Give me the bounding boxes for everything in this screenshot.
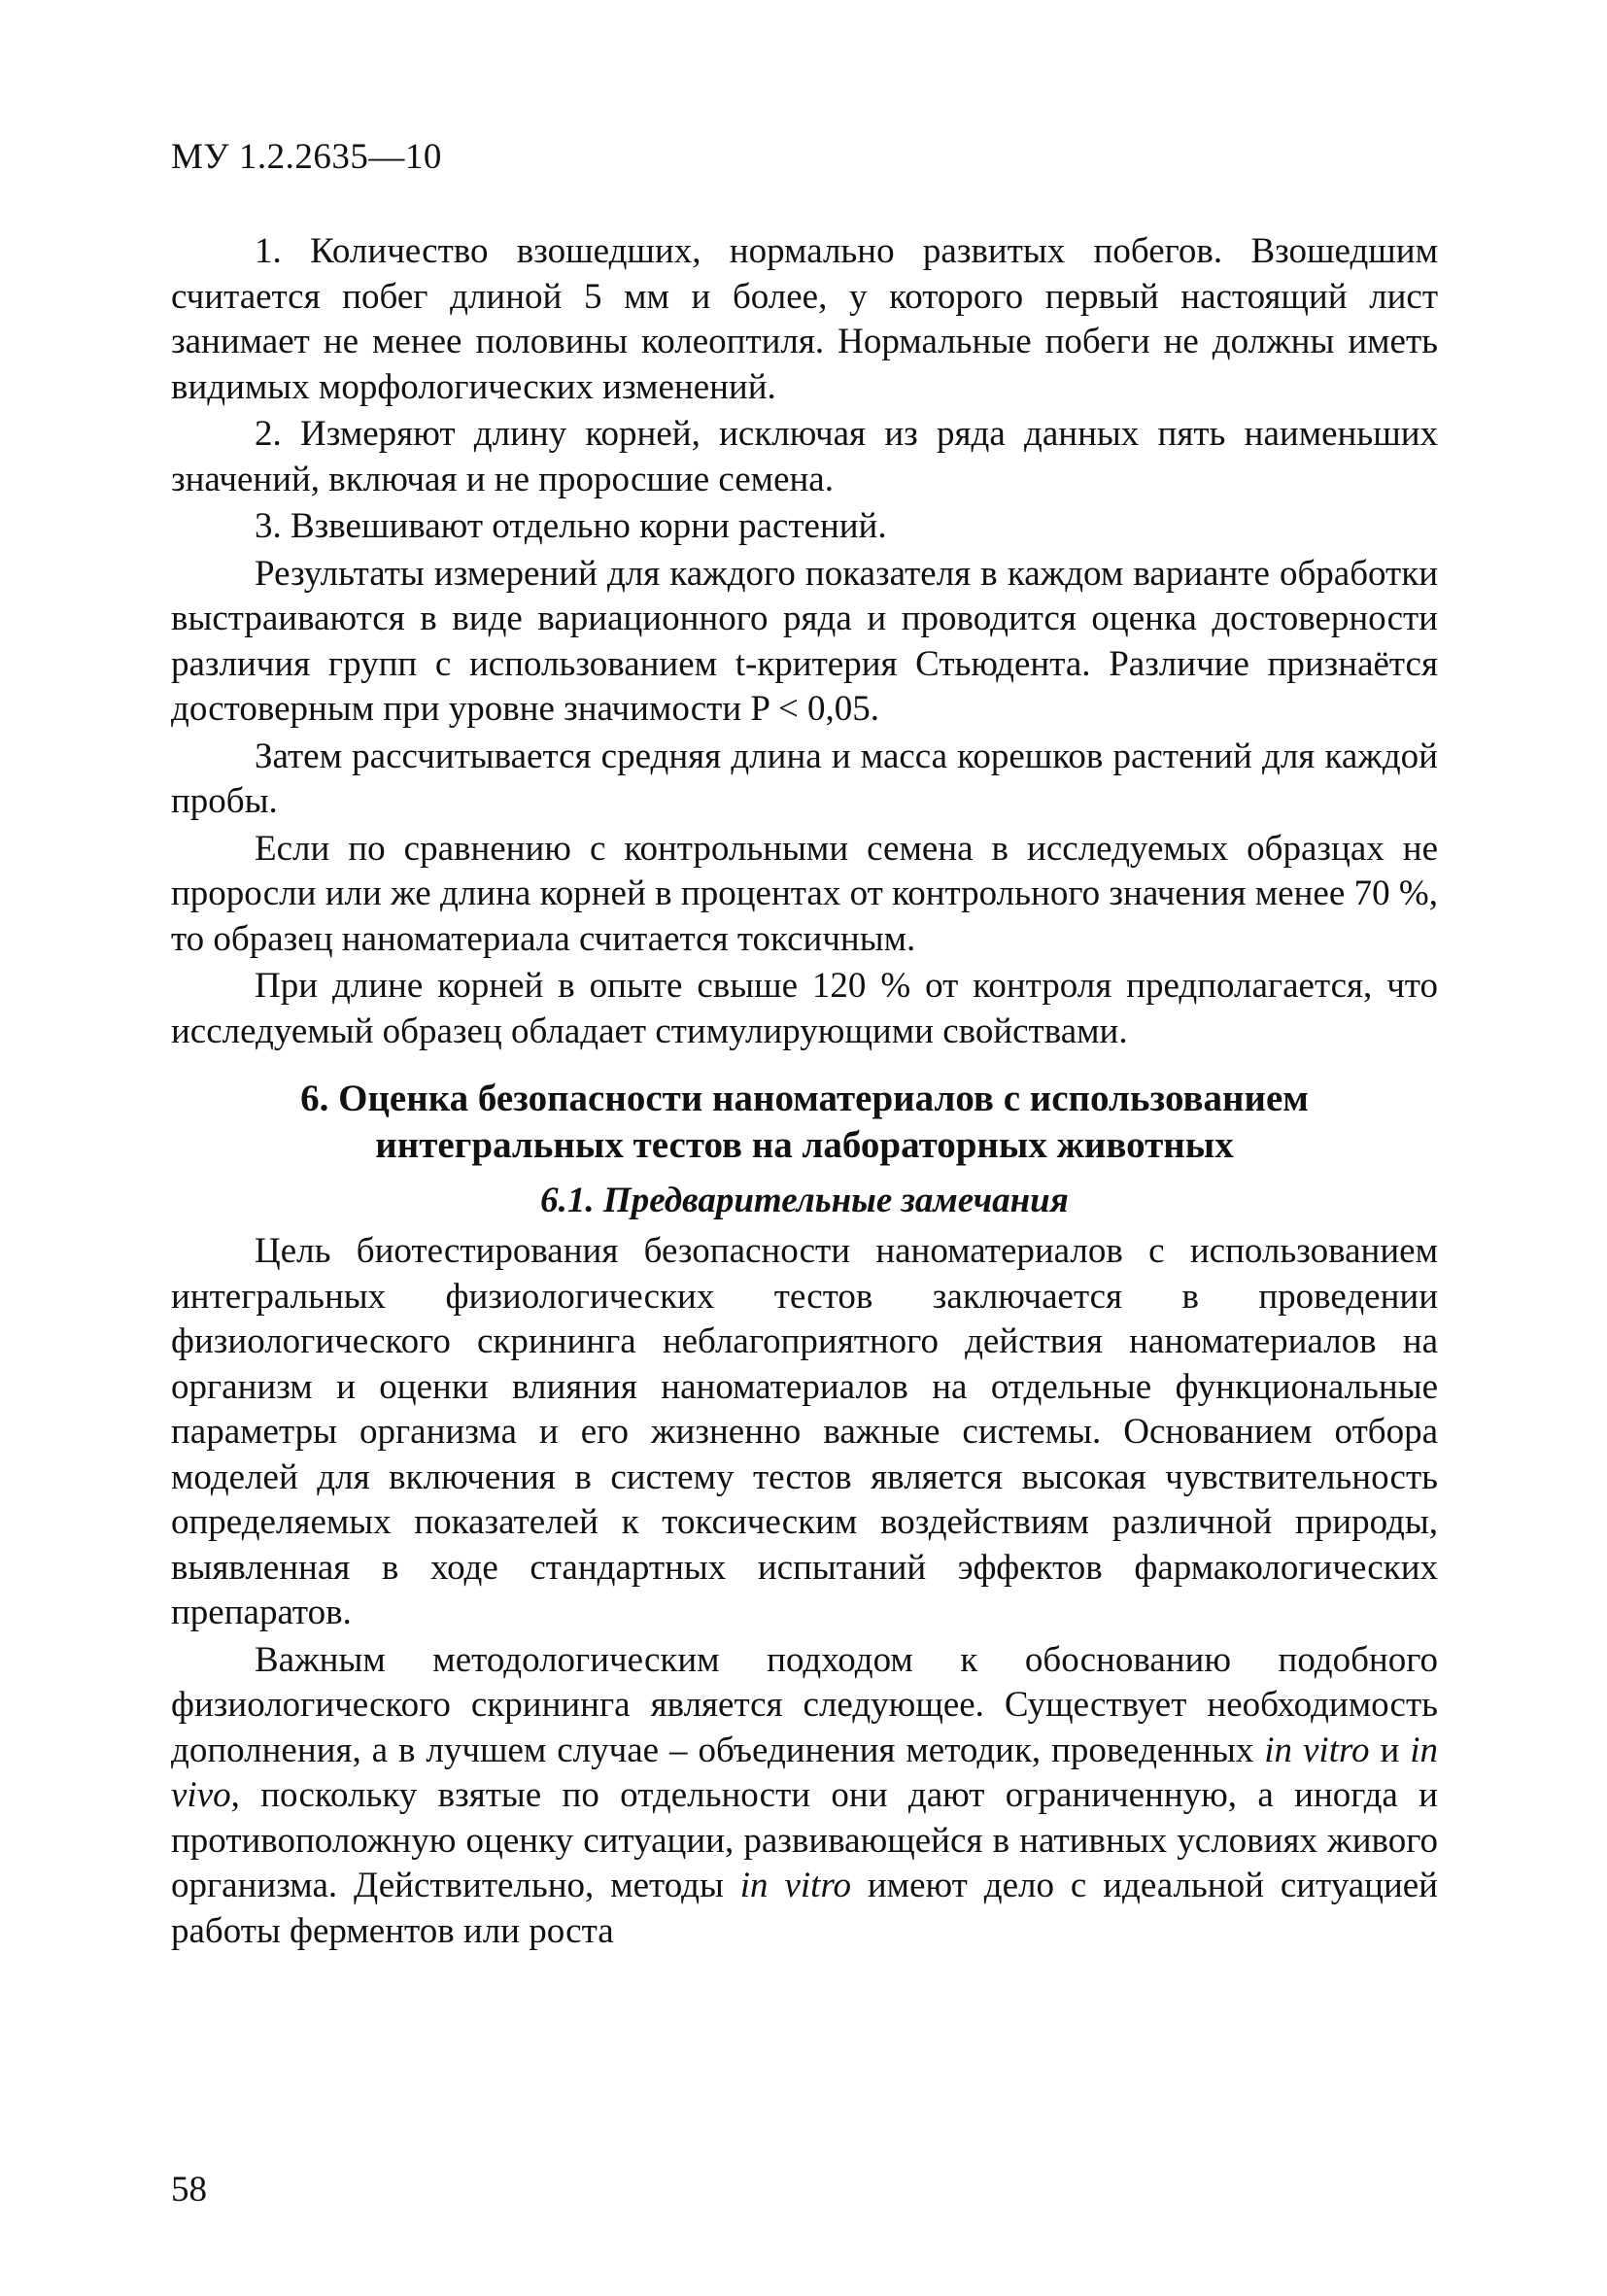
document-code: МУ 1.2.2635—10 bbox=[171, 137, 442, 177]
approach-text-3: , поскольку взятые по отдельности они дают ограниченную, а иногда и противоположную оценку ситуации, развивающейся в нативных условиях живого организма. Действительно, методы bbox=[171, 1775, 1438, 1905]
page-number: 58 bbox=[171, 2170, 207, 2210]
paragraph-item-2: 2. Измеряют длину корней, исключая из ряда данных пять наименьших значений, включая и не проросшие семена. bbox=[171, 414, 1438, 499]
paragraph-results: Результаты измерений для каждого показателя в каждом варианте обработки выстраиваются в виде вариационного ряда и проводится оценка достоверности различия групп с использованием t-критерия Стьюдента. Различие признаётся достоверным при уровне значимости P < 0,05. bbox=[171, 553, 1438, 729]
approach-text-1: Важным методологическим подходом к обоснованию подобного физиологического скрининга является следующее. Существует необходимость дополнения, а в лучшем случае – объединения методик, проведенных bbox=[171, 1639, 1438, 1770]
paragraph-stimulating: При длине корней в опыте свыше 120 % от контроля предполагается, что исследуемый образец обладает стимулирующими свойствами. bbox=[171, 966, 1438, 1051]
page-body bbox=[171, 229, 1438, 1956]
paragraph-item-1: 1. Количество взошедших, нормально развитых побегов. Взошедшим считается побег длиной 5 мм и более, у которого первый настоящий лист занимает не менее половины колеоптиля. Нормальные побеги не должны иметь видимых морфологических изменений. bbox=[171, 231, 1438, 407]
approach-italic-3: in vitro bbox=[739, 1866, 851, 1905]
paragraph-goal: Цель биотестирования безопасности наноматериалов с использованием интегральных физиологических тестов заключается в проведении физиологического скрининга неблагоприятного действия наноматериалов на организм и оценки влияния наноматериалов на отдельные функциональные параметры организма и его жизненно важные системы. Основанием отбора моделей для включения в систему тестов является высокая чувствительность определяемых показателей к токсическим воздействиям различной природы, выявленная в ходе стандартных испытаний эффектов фармакологических препаратов. bbox=[171, 1231, 1438, 1632]
section-title-line-2: интегральных тестов на лабораторных животных bbox=[375, 1124, 1234, 1166]
paragraph-toxic: Если по сравнению с контрольными семена в исследуемых образцах не проросли или же длина корней в процентах от контрольного значения менее 70 %, то образец наноматериала считается токсичным. bbox=[171, 828, 1438, 959]
approach-text-4: имеют дело с идеальной ситуацией работы ферментов или роста bbox=[171, 1866, 1438, 1951]
paragraph-average: Затем рассчитывается средняя длина и масса корешков растений для каждой пробы. bbox=[171, 736, 1438, 821]
section-title-line-1: 6. Оценка безопасности наноматериалов с использованием bbox=[300, 1078, 1309, 1119]
approach-italic-1: in vitro bbox=[1264, 1730, 1370, 1770]
paragraph-approach bbox=[171, 1638, 1438, 1955]
section-title bbox=[171, 1076, 1438, 1169]
approach-text-2: и bbox=[1369, 1730, 1411, 1770]
approach-italic-2: in vivo bbox=[171, 1730, 1438, 1815]
paragraph-item-3: 3. Взвешивают отдельно корни растений. bbox=[255, 506, 887, 546]
subsection-title: 6.1. Предварительные замечания bbox=[540, 1181, 1069, 1220]
